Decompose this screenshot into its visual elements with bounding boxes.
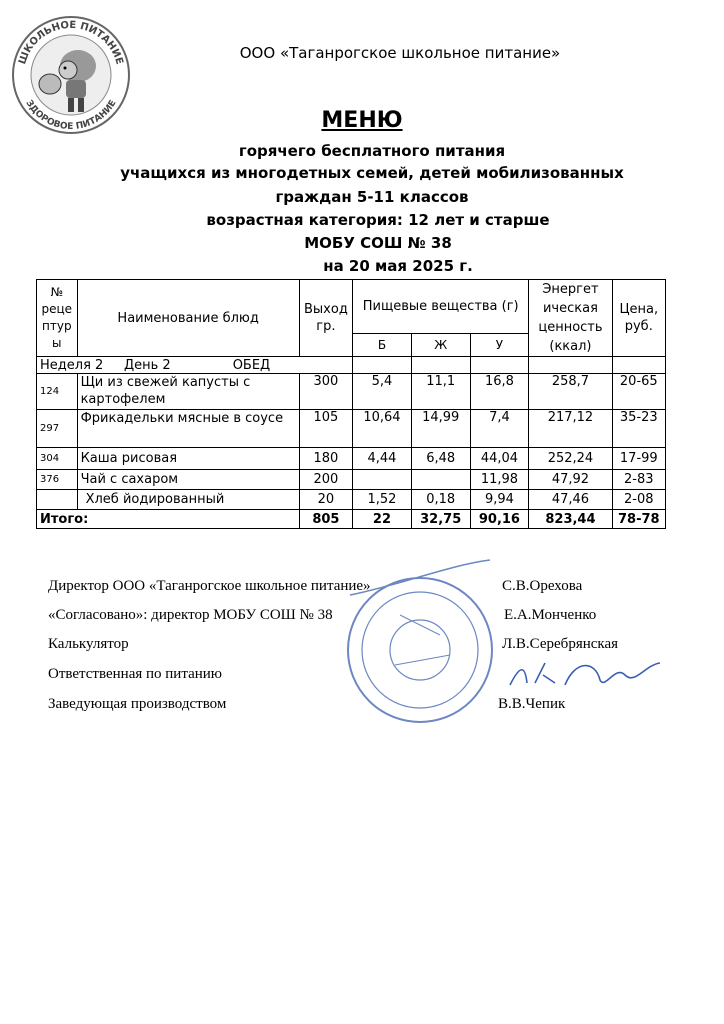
- dish-proteins: 10,64: [353, 410, 412, 448]
- signature-role-director: Директор ООО «Таганрогское школьное питание»: [48, 578, 371, 594]
- dish-carbs: 44,04: [470, 448, 529, 470]
- dish-name: Фрикадельки мясные в соусе: [77, 410, 299, 448]
- dish-carbs: 11,98: [470, 470, 529, 490]
- menu-title: МЕНЮ: [321, 108, 403, 133]
- company-name: ООО «Таганрогское школьное питание»: [239, 44, 561, 62]
- dish-output: 200: [299, 470, 352, 490]
- dish-price: 35-23: [612, 410, 665, 448]
- total-row: [37, 510, 666, 529]
- dish-fats: 0,18: [411, 490, 470, 510]
- recipe-no: 124: [37, 374, 78, 410]
- week-label: Неделя 2: [40, 357, 104, 373]
- svg-text:ЗДОРОВОЕ ПИТАНИЕ: ЗДОРОВОЕ ПИТАНИЕ: [23, 98, 119, 133]
- signature-name-production: В.В.Чепик: [498, 696, 566, 712]
- header-carbs: У: [470, 334, 529, 357]
- header-energy: Энергет ическая ценность (ккал): [529, 280, 612, 357]
- signature-name-calculator: Л.В.Серебрянская: [502, 636, 619, 652]
- dish-carbs: 9,94: [470, 490, 529, 510]
- dish-energy: 47,46: [529, 490, 612, 510]
- header-fats: Ж: [411, 334, 470, 357]
- dish-carbs: 7,4: [470, 410, 529, 448]
- recipe-no: [37, 490, 78, 510]
- menu-table: [36, 279, 666, 529]
- dish-output: 105: [299, 410, 352, 448]
- dish-price: 2-08: [612, 490, 665, 510]
- header-price: Цена, руб.: [612, 280, 665, 357]
- dish-price: 2-83: [612, 470, 665, 490]
- total-output: 805: [299, 510, 352, 529]
- header-nutrients: Пищевые вещества (г): [353, 280, 529, 334]
- handwritten-signature: [505, 655, 665, 695]
- signature-name-director: С.В.Орехова: [502, 578, 583, 594]
- header-proteins: Б: [353, 334, 412, 357]
- table-row: [37, 374, 666, 410]
- dish-energy: 252,24: [529, 448, 612, 470]
- recipe-no: 297: [37, 410, 78, 448]
- dish-proteins: 1,52: [353, 490, 412, 510]
- total-fats: 32,75: [411, 510, 470, 529]
- signature-role-agreed: «Согласовано»: директор МОБУ СОШ № 38: [48, 607, 333, 623]
- dish-fats: 6,48: [411, 448, 470, 470]
- title-line-3: граждан 5-11 классов: [275, 188, 469, 206]
- total-label: Итого:: [37, 510, 300, 529]
- day-label: День 2: [123, 357, 171, 373]
- dish-energy: 217,12: [529, 410, 612, 448]
- total-proteins: 22: [353, 510, 412, 529]
- dish-carbs: 16,8: [470, 374, 529, 410]
- dish-name: Чай с сахаром: [77, 470, 299, 490]
- dish-output: 180: [299, 448, 352, 470]
- table-row: [37, 448, 666, 470]
- signature-role-production: Заведующая производством: [48, 696, 227, 712]
- dish-energy: 47,92: [529, 470, 612, 490]
- dish-name: Каша рисовая: [77, 448, 299, 470]
- dish-price: 20-65: [612, 374, 665, 410]
- dish-output: 20: [299, 490, 352, 510]
- recipe-no: 304: [37, 448, 78, 470]
- dish-fats: 11,1: [411, 374, 470, 410]
- dish-output: 300: [299, 374, 352, 410]
- table-row: [37, 490, 666, 510]
- menu-date: на 20 мая 2025 г.: [323, 257, 473, 275]
- dish-proteins: 4,44: [353, 448, 412, 470]
- table-row: [37, 410, 666, 448]
- table-row: [37, 470, 666, 490]
- dish-name: Хлеб йодированный: [77, 490, 299, 510]
- title-line-2: учащихся из многодетных семей, детей мобилизованных: [120, 164, 624, 182]
- age-category: возрастная категория: 12 лет и старше: [206, 211, 550, 229]
- dish-energy: 258,7: [529, 374, 612, 410]
- svg-text:ШКОЛЬНОЕ ПИТАНИЕ: ШКОЛЬНОЕ ПИТАНИЕ: [17, 19, 125, 66]
- dish-name: Щи из свежей капусты с картофелем: [77, 374, 299, 410]
- dish-price: 17-99: [612, 448, 665, 470]
- total-price: 78-78: [612, 510, 665, 529]
- header-recipe-no: № реце птур ы: [37, 280, 78, 357]
- week-row: [37, 357, 666, 374]
- dish-proteins: 5,4: [353, 374, 412, 410]
- header-output: Выход гр.: [299, 280, 352, 357]
- signature-role-nutrition: Ответственная по питанию: [48, 666, 222, 682]
- dish-fats: [411, 470, 470, 490]
- total-energy: 823,44: [529, 510, 612, 529]
- dish-proteins: [353, 470, 412, 490]
- signature-name-agreed: Е.А.Монченко: [504, 607, 597, 623]
- meal-label: ОБЕД: [232, 357, 271, 373]
- dish-fats: 14,99: [411, 410, 470, 448]
- title-line-1: горячего бесплатного питания: [238, 142, 506, 160]
- signature-role-calculator: Калькулятор: [48, 636, 129, 652]
- school-name: МОБУ СОШ № 38: [304, 234, 452, 252]
- header-dish-name: Наименование блюд: [77, 280, 299, 357]
- total-carbs: 90,16: [470, 510, 529, 529]
- recipe-no: 376: [37, 470, 78, 490]
